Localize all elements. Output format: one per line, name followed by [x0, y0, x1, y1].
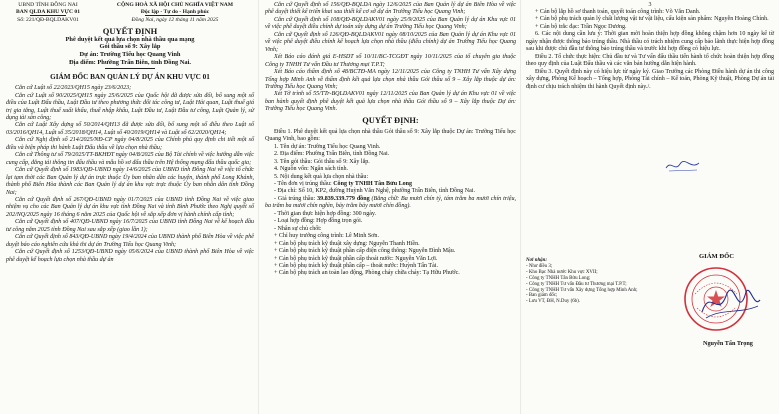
decision-item: 1. Tên dự án: Trường Tiểu học Quang Vinh.	[274, 143, 381, 150]
header-row	[6, 2, 254, 24]
staff-item: + Cán bộ phụ trách kỹ thuật xây dựng: Nguyễn Thanh Hiền.	[274, 240, 420, 247]
issuer-block	[6, 2, 90, 24]
price-label: - Giá trúng thầu:	[274, 195, 316, 202]
recipients-label: Nơi nhận:	[526, 258, 547, 263]
recipient-item: - Công ty TNHH Tư vấn Đầu tư Thương mại T.P.T;	[526, 281, 627, 287]
legal-basis: Xét Báo cáo đánh giá E-HSDT số 10/11/BC-TCGĐT ngày 10/11/2025 của tổ chuyên gia thuộc Công ty TNHH Tư vấn Đầu tư Thương mại T.P.T;	[265, 54, 516, 68]
price-line	[265, 196, 516, 211]
staff-item: + Cán bộ phụ trách kỹ thuật phần cấp điện công thông: Nguyễn Đình Mậu.	[274, 248, 456, 255]
staff-item: + Cán bộ phụ trách an toàn lao động, Phòng cháy chữa cháy: Tạ Hữu Phước.	[274, 270, 460, 277]
contract-duration: - Thời gian thực hiện hợp đồng: 300 ngày.	[274, 210, 377, 217]
signature-icon	[696, 278, 766, 328]
recipient-item: - Ban giám đốc;	[526, 293, 558, 299]
legal-basis: Xét Báo cáo thẩm định số 48/BCTĐ-MA ngày 12/11/2025 của Công ty TNHH Tư vấn Xây dựng Tổng hợp Minh Anh về thẩm định kết quả lựa chọn nhà thầu Gói thầu số 9 – Xây lắp thuộc dự án: Trường Tiểu học Quang Vinh;	[265, 69, 516, 90]
document-page-1	[0, 0, 258, 414]
contractor-address: - Địa chỉ: Số 10, KP2, đường Huỳnh Văn Nghệ, phường Trấn Biên, tỉnh Đồng Nai.	[274, 188, 475, 195]
staff-item: + Cán bộ lắp hồ sơ thanh toán, quyết toán công trình: Võ Văn Danh.	[535, 9, 701, 15]
staff-item: + Cán bộ phụ trách kỹ thuật phần cấp thoát nước: Nguyễn Văn Lợi.	[274, 255, 438, 262]
recipient-item: - Lưu VT, ĐH, N.Duy (6b).	[526, 299, 580, 305]
staff-item: + Chỉ huy trưởng công trình: Lê Minh Sơn.	[274, 233, 379, 240]
signer-title: GIÁM ĐỐC	[699, 253, 734, 260]
national-motto: Độc lập - Tự do - Hạnh phúc	[140, 8, 210, 15]
legal-basis: Căn cứ Quyết định số 843/QĐ-UBND ngày 19/4/2024 của UBND thành phố Biên Hòa về việc phê duyệt báo cáo nghiên cứu khả thi dự án Trường Tiểu học Quang Vinh;	[6, 234, 254, 248]
legal-basis: Căn cứ Luật Xây dựng số 50/2014/QH13 đã được sửa đổi, bổ sung một số điều theo Luật số 03/2016/QH14, Luật số 35/2018/QH14, Luật số 40/2019/QH14 và Luật số 62/2020/QH14;	[6, 122, 254, 136]
subtitle-line: Dự án: Trường Tiểu học Quang Vinh	[79, 50, 181, 58]
divider	[105, 68, 155, 69]
staff-item: + Cán bộ phụ trách kỹ thuật phần cấp – thoát nước: Huỳnh Tấn Tài.	[274, 262, 438, 269]
contractor-name: Công ty TNHH Tân Bửu Long	[333, 180, 413, 187]
recipients-block	[526, 258, 666, 305]
legal-basis: Căn cứ Luật số 22/2023/QH15 ngày 23/6/2023;	[15, 85, 132, 92]
board-name: BAN QLDA KHU VỰC 01	[15, 8, 81, 15]
republic-block	[96, 2, 254, 24]
republic-name: CỘNG HOÀ XÃ HỘI CHỦ NGHĨA VIỆT NAM	[116, 2, 234, 8]
initials-mark-icon	[663, 158, 703, 174]
decision-heading: QUYẾT ĐỊNH:	[362, 115, 419, 125]
legal-basis: Căn cứ Quyết định số 267/QĐ-UBND ngày 01/7/2025 của UBND tỉnh Đồng Nai về việc giao nhiệm vụ cho các Ban Quản lý dự án khu vực tỉnh Đồng Nai và tỉnh Bình Phước theo Nghị quyết số 202/NQ/2025 ngày 16 tháng 6 năm 2025 của Quốc hội về sắp xếp đơn vị hành chính cấp tỉnh;	[6, 196, 254, 218]
recipient-item: - Công ty TNHH Tư vấn Xây dựng Tổng hợp Minh Anh;	[526, 287, 638, 293]
legal-basis: Căn cứ Luật số 90/2025/QH15 ngày 25/6/2025 của Quốc hội đã được sửa đổi, bổ sung một số điều của Luật Đấu thầu, Luật Đầu tư theo phương thức đối tác công tư, Luật Hải quan, Luật thuế giá trị gia tăng, Luật thuế xuất khẩu, thuế nhập khẩu, Luật Đầu tư, Luật Đầu tư công, Luật Quản lý, sử dụng tài sản công;	[6, 92, 254, 121]
subtitle-line: Phê duyệt kết quả lựa chọn nhà thầu qua mạng	[65, 35, 195, 43]
notes-item: 6. Các nội dung cần lưu ý: Thời gian mời hoàn thiện hợp đồng không chậm hơn 10 ngày kể từ ngày nhận được thông báo trúng thầu. Nhà thầu có trách nhiệm cung cấp bảo lãnh thực hiện hợp đồng sau khi được chủ đầu tư thông báo trúng thầu và trước khi hợp đồng có hiệu lực.	[526, 31, 774, 53]
price-in-words: (Bằng chữ: Ba mươi chín tỷ, tám trăm ba mươi chín triệu, ba trăm ba mươi chín nghìn, bảy trăm bảy mươi chín đồng).	[265, 195, 517, 210]
staff-heading: - Nhân sự chủ chốt:	[274, 225, 322, 232]
article-1: Điều 1. Phê duyệt kết quả lựa chọn nhà thầu Gói thầu số 9: Xây lắp thuộc Dự án: Trường Tiểu học Quang Vinh, bao gồm:	[265, 128, 516, 143]
signer-name: Nguyễn Tấn Trọng	[703, 340, 753, 347]
legal-basis: Căn cứ Thông tư số 79/2025/TT-BKHĐT ngày 04/8/2025 của Bộ Tài chính về việc hướng dẫn việc cung cấp, đăng tải thông tin đấu thầu và mẫu hồ sơ đấu thầu trên Hệ thống mạng đấu thầu quốc gia;	[6, 152, 254, 166]
recipient-item: - Kho Bạc Nhà nước Khu vực XVII;	[526, 269, 598, 275]
legal-basis: Căn cứ Nghị định số 214/2025/NĐ-CP ngày 04/8/2025 của Chính phủ quy định chi tiết một số điều và biện pháp thi hành Luật Đấu thầu về lựa chọn nhà thầu;	[6, 137, 254, 151]
reference-number: Số: 221/QĐ-BQLDAKV01	[17, 17, 79, 24]
document-page-2	[259, 0, 520, 414]
staff-item: + Cán bộ phụ trách quản lý chất lượng vật tư vật liệu, cấu kiện sản phẩm: Nguyễn Hoàng Chính.	[535, 16, 769, 23]
staff-item: + Cán bộ trắc đạc: Trần Ngọc Dương.	[535, 23, 627, 30]
price-value: 39.839.339.779 đồng	[317, 195, 370, 202]
contractor-label: - Tên đơn vị trúng thầu:	[274, 180, 332, 187]
legal-basis: Xét Tờ trình số 55/TTr-BQLDAKV01 ngày 12/11/2025 của Ban Quản lý dự án Khu vực 01 về việc ban hành quyết định phê duyệt kết quả lựa chọn nhà thầu Gói thầu số 9 – Xây lắp thuộc Dự án: Trường Tiểu học Quang Vinh.	[265, 91, 516, 113]
issue-date: Đồng Nai, ngày 12 tháng 11 năm 2025	[131, 17, 219, 24]
decision-item: 4. Nguồn vốn: Ngân sách tỉnh.	[274, 166, 349, 173]
decision-item: 5. Nội dung kết quả lựa chọn nhà thầu:	[274, 173, 369, 180]
legal-basis: Căn cứ Quyết định số 156/QĐ-BQLDA ngày 12/6/2025 của Ban Quản lý dự án Biên Hòa về việc phê duyệt thiết kế triển khai sau thiết kế cơ sở dự án Trường Tiểu học Quang Vinh;	[265, 2, 516, 16]
document-title: QUYẾT ĐỊNH	[102, 25, 158, 36]
decision-item: 3. Tên gói thầu: Gói thầu số 9: Xây lắp.	[274, 158, 370, 165]
agency-name: UBND TỈNH ĐỒNG NAI	[18, 2, 78, 8]
legal-basis: Căn cứ Quyết định số 1253/QĐ-UBND ngày 05/6/2024 của UBND thành phố Biên Hòa về việc phê duyệt kế hoạch lựa chọn nhà thầu dự án	[6, 249, 254, 263]
legal-basis: Căn cứ Quyết định số 1983/QĐ-UBND ngày 14/6/2025 của UBND tỉnh Đồng Nai về việc tổ chức lại tạm thời các Ban Quản lý dự án trực thuộc Ủy ban nhân dân các huyện, thành phố Long Khánh, thành phố Biên Hòa thành các Ban Quản lý dự án khu vực trực thuộc Ủy ban nhân dân tỉnh Đồng Nai;	[6, 167, 254, 196]
contract-type: - Loại hợp đồng: Hợp đồng trọn gói.	[274, 218, 363, 225]
subtitle-line: Gói thầu số 9: Xây lắp	[99, 43, 161, 51]
legal-basis: Căn cứ Quyết định số 407/QĐ-UBND ngày 16/7/2025 của UBND tỉnh Đồng Nai về kế hoạch đầu tư công năm 2025 tỉnh Đồng Nai sau sắp xếp (giao lần 1);	[6, 219, 254, 233]
recipient-item: - Như điều 3;	[526, 263, 553, 269]
recipient-item: - Công ty TNHH Tân Bửu Long;	[526, 275, 591, 281]
document-page-3	[521, 0, 779, 414]
director-heading: GIÁM ĐỐC BAN QUẢN LÝ DỰ ÁN KHU VỰC 01	[50, 73, 210, 82]
legal-basis: Căn cứ Quyết định số 126/QĐ-BQLDAKV01 ngày 08/10/2025 của Ban Quản lý dự án Khu vực 01 về việc phê duyệt điều chỉnh kế hoạch lựa chọn nhà thầu (điều chỉnh) dự án Trường Tiểu học Quang Vinh;	[265, 31, 516, 53]
legal-basis: Căn cứ Quyết định số 108/QĐ-BQLDAKV01 ngày 25/9/2025 của Ban Quản lý dự án Khu vực 01 về việc phê duyệt điều chỉnh dự toán xây dựng dự án Trường Tiểu học Quang Vinh;	[265, 16, 516, 31]
article-3: Điều 3. Quyết định này có hiệu lực từ ngày ký. Giao Trưởng các Phòng Điều hành dự án thi công xây dựng, Phòng Kế hoạch – Tổng hợp, Phòng Tài chính – Kế toán, Phòng Kỹ thuật, Phòng Dự án tài định cư chịu trách nhiệm thi hành Quyết định này./.	[526, 68, 774, 90]
article-2: Điều 2. Tổ chức thực hiện: Chủ đầu tư và Tư vấn đấu thầu tiến hành tổ chức hoàn thiện hợp đồng theo quy định của Luật Đấu thầu và các văn bản hướng dẫn hiện hành.	[526, 53, 774, 68]
page-number: 3	[648, 2, 652, 8]
decision-item: 2. Địa điểm: Phường Trấn Biên, tỉnh Đồng Nai.	[274, 151, 390, 158]
subtitle-line: Địa điểm: Phường Trấn Biên, tỉnh Đồng Nai.	[68, 58, 191, 66]
